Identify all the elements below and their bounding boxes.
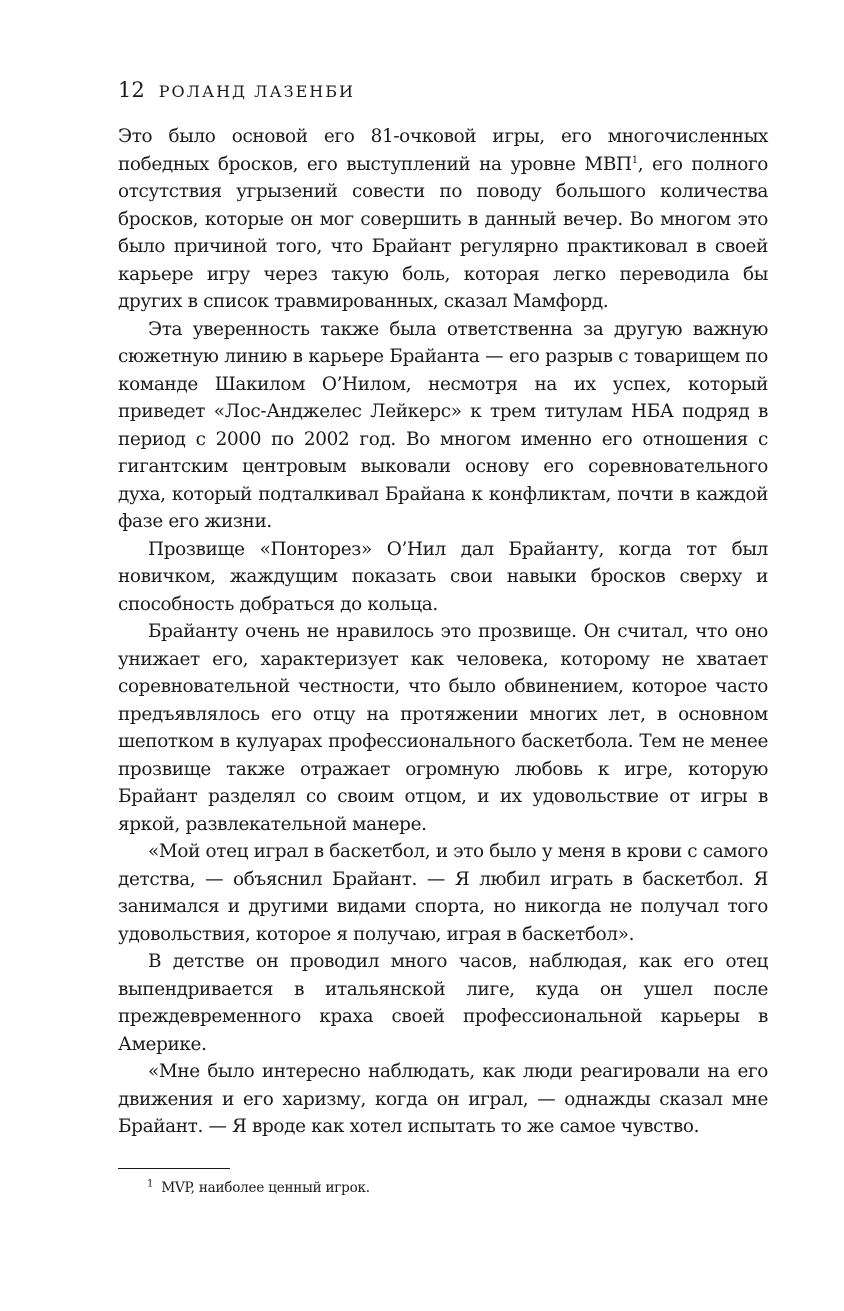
running-head-author: РОЛАНД ЛАЗЕНБИ [158,82,355,101]
footnote-divider [118,1168,230,1169]
paragraph-1 [118,123,768,316]
paragraph-6: В детстве он проводил много часов, наблюдая, как его отец выпендривается в итальянской лиге, куда он ушел после преждевременного краха своей профессиональной карьеры в Америке. [118,951,768,1055]
paragraph-7: «Мне было интересно наблюдать, как люди реагировали на его движения и его харизму, когда он играл, — однажды сказал мне Брайант. — Я вроде как хотел испытать то же самое чувство. [118,1061,768,1137]
paragraph-5: «Мой отец играл в баскетбол, и это было у меня в крови с самого детства, — объяснил Брайант. — Я любил играть в баскетбол. Я занимался и другими видами спорта, но никогда не получал того удовольствия, которое я получаю, играя в баскетбол». [118,841,768,945]
footnote [147,1178,707,1198]
paragraph-2: Эта уверенность также была ответственна за другую важную сюжетную линию в карьере Брайанта — его разрыв с товарищем по команде Шакилом О’Нилом, несмотря на их успех, который приведет «Лос-Анджелес Лейкерс» к трем титулам НБА подряд в период с 2000 по 2002 год. Во многом именно его отношения с гигантским центровым выковали основу его соревновательного духа, который подталкивал Брайана к конфликтам, почти в каждой фазе его жизни. [118,318,768,532]
paragraph-1-text-end: , его полного отсутствия угрызений совести по поводу большого количества бросков, которые он мог совершить в данный вечер. Во многом это было причиной того, что Брайант регулярно практиковал в своей карьере игру через такую боль, которая легко переводила бы других в список травмированных, сказал Мамфорд. [118,153,768,312]
footnote-text: MVP, наиболее ценный игрок. [161,1180,370,1196]
running-head [118,76,758,106]
page-number: 12 [118,78,145,102]
body-text [118,123,768,1141]
footnote-reference: 1 [631,154,638,166]
footnote-number: 1 [147,1178,154,1190]
paragraph-1-text-start: Это было основой его 81-очковой игры, его многочисленных победных бросков, его выступлений на уровне МВП [118,126,768,175]
paragraph-4: Брайанту очень не нравилось это прозвище. Он считал, что оно унижает его, характеризует как человека, которому не хватает соревновательной честности, что было обвинением, которое часто предъявлялось его отцу на протяжении многих лет, в основном шепотком в кулуарах профессионального баскетбола. Тем не менее прозвище также отражает огромную любовь к игре, которую Брайант разделял со своим отцом, и их удовольствие от игры в яркой, развлекательной манере. [118,621,768,835]
paragraph-3: Прозвище «Понторез» О’Нил дал Брайанту, когда тот был новичком, жаждущим показать свои навыки бросков сверху и способность добраться до кольца. [118,538,768,615]
